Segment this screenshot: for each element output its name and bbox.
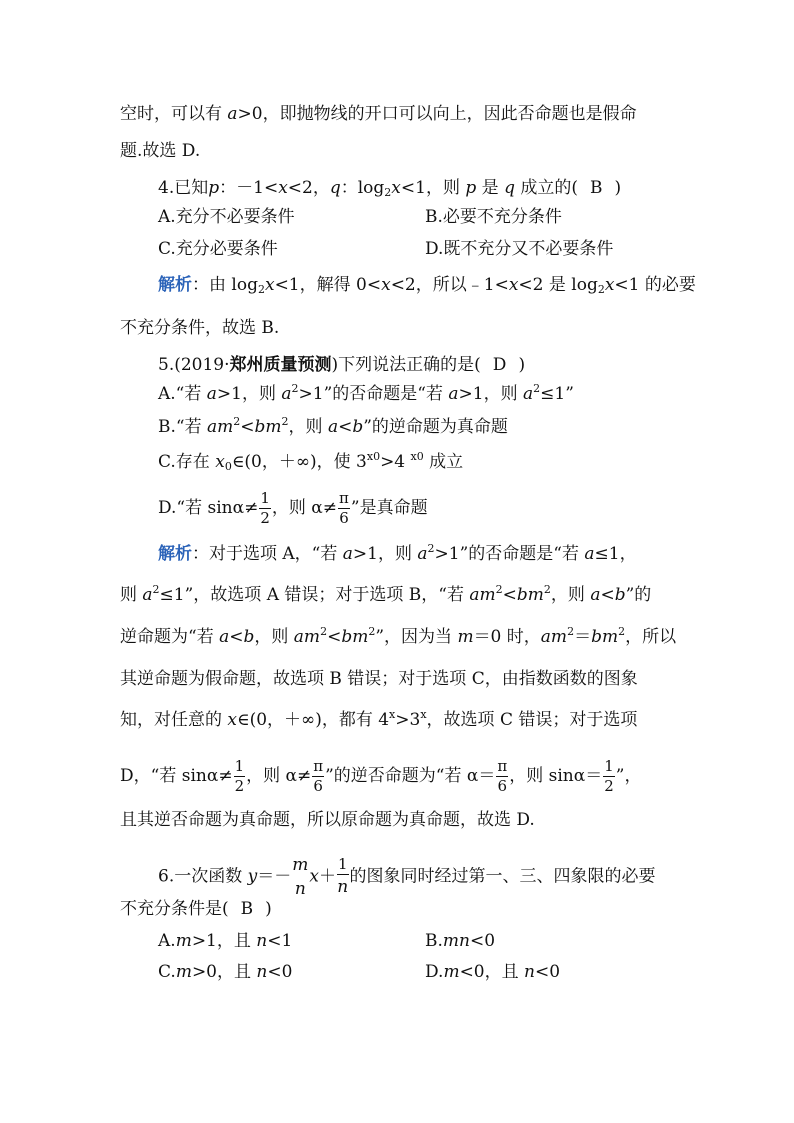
text-fragment: x <box>227 710 237 730</box>
text-fragment: ：－1< <box>219 178 279 198</box>
text-fragment: ”， <box>615 766 642 786</box>
text-fragment: n <box>256 931 268 951</box>
text-line <box>120 102 637 126</box>
text-fragment: 逆命题为“若 <box>120 627 220 647</box>
text-fragment: 2 <box>604 777 614 795</box>
text-fragment: >0，即抛物线的开口可以向上，因此否命题也是假命 <box>237 104 637 124</box>
solution-line: 其逆命题为假命题，故选项 B 错误；对于选项 C，由指数函数的图象 <box>120 669 638 689</box>
text-fragment: 2 <box>291 382 299 395</box>
text-fragment: ，则 α≠ <box>246 766 312 786</box>
text-fragment: ＋ <box>318 866 336 887</box>
text-line <box>120 139 200 163</box>
text-fragment: a <box>206 384 217 404</box>
text-fragment: <0 <box>534 962 561 982</box>
text-fragment: >4 <box>380 452 411 472</box>
text-fragment: 2 <box>233 415 241 428</box>
text-fragment: ＝0 时， <box>473 627 541 647</box>
text-fragment: a <box>417 544 428 564</box>
text-fragment: ) <box>265 899 272 919</box>
option-b: B.必要不充分条件 <box>425 207 562 227</box>
text-fragment: a <box>219 627 230 647</box>
text-fragment: am <box>540 627 568 647</box>
text-fragment: x <box>309 866 319 887</box>
text-fragment: 2 <box>368 625 376 638</box>
question-5-stem <box>158 353 525 377</box>
text-fragment: 2 <box>543 583 551 596</box>
text-fragment: m <box>457 627 474 647</box>
text-fragment: 2 <box>281 415 289 428</box>
text-fragment: A.“若 <box>158 384 207 404</box>
text-fragment: bm <box>254 417 282 437</box>
text-fragment: x <box>389 708 396 721</box>
text-fragment: <0 <box>267 962 293 982</box>
text-fragment: 的图象同时经过第一、三、四象限的必要 <box>349 866 656 887</box>
solution-line <box>158 542 637 566</box>
text-fragment: 空时，可以有 <box>120 104 228 124</box>
text-fragment: 2 <box>234 777 245 795</box>
text-fragment: <2， <box>287 178 330 198</box>
solution-tag: 解析 <box>158 544 192 564</box>
text-fragment: ，则 <box>254 627 294 647</box>
text-fragment: 2 <box>567 625 575 638</box>
question-6-stem <box>120 897 272 921</box>
solution-tag: 解析 <box>158 275 192 295</box>
text-fragment: 2 <box>384 186 392 199</box>
fraction <box>337 855 349 899</box>
solution-line <box>120 757 641 796</box>
text-fragment: x0 <box>410 450 424 463</box>
text-fragment: x <box>420 708 427 721</box>
text-fragment: 知，对任意的 <box>120 710 228 730</box>
text-fragment: a <box>584 544 595 564</box>
text-fragment: ：由 log <box>192 275 258 295</box>
fraction <box>234 757 246 796</box>
text-fragment: a <box>281 384 292 404</box>
fraction <box>312 757 324 796</box>
text-fragment: 2 <box>597 283 605 296</box>
text-fragment: C.存在 <box>158 452 216 472</box>
text-fragment: B.“若 <box>158 417 207 437</box>
text-fragment: < <box>502 585 517 605</box>
text-fragment: n <box>294 879 306 899</box>
text-fragment: <2，所以﹣1< <box>390 275 509 295</box>
solution-line: 不充分条件，故选 B. <box>120 318 280 338</box>
text-fragment: >1”的否命题是“若 <box>298 384 449 404</box>
text-fragment: π <box>497 757 508 775</box>
question-4-stem <box>158 176 621 200</box>
text-fragment: q <box>329 178 341 198</box>
text-fragment: q <box>504 178 515 198</box>
text-fragment: n <box>337 877 349 897</box>
text-fragment: )下列说法正确的是( <box>331 355 481 375</box>
text-fragment: >1，且 <box>191 931 257 951</box>
text-fragment: ) <box>518 355 526 375</box>
text-fragment: x <box>391 178 401 198</box>
text-fragment: <1 的必要 <box>614 275 696 295</box>
option-c <box>158 450 463 474</box>
fraction <box>496 757 508 796</box>
text-fragment: < <box>327 627 342 647</box>
text-fragment: >1”的否命题是“若 <box>434 544 585 564</box>
text-fragment: <0 <box>469 931 496 951</box>
text-fragment: D. <box>425 962 444 982</box>
text-fragment: >1，则 <box>458 384 523 404</box>
text-fragment: ，所以 <box>625 627 677 647</box>
text-fragment: ＝－ <box>257 866 292 887</box>
text-fragment: 2 <box>618 625 626 638</box>
text-fragment: D，“若 sinα≠ <box>120 766 233 786</box>
text-fragment: bm <box>516 585 544 605</box>
option-c <box>158 960 292 984</box>
text-fragment: ，则 α≠ <box>271 498 338 518</box>
text-fragment: ≤1， <box>594 544 637 564</box>
text-fragment: >1，则 <box>216 384 282 404</box>
option-a <box>158 382 574 406</box>
text-fragment: <0，且 <box>459 962 525 982</box>
text-fragment: <2 是 log <box>518 275 598 295</box>
solution-line: 且其逆否命题为真命题，所以原命题为真命题，故选 D. <box>120 810 535 830</box>
text-fragment: 是 <box>476 178 505 198</box>
text-fragment: 4.已知 <box>158 178 209 198</box>
text-fragment: x <box>215 452 225 472</box>
option-b <box>158 415 508 439</box>
text-fragment: n <box>524 962 535 982</box>
text-fragment: ∈(0，＋∞)，使 3 <box>231 452 367 472</box>
answer-mark: B <box>590 178 603 198</box>
text-fragment: 2 <box>152 583 160 596</box>
text-fragment: ≤1” <box>540 384 574 404</box>
text-fragment: am <box>469 585 496 605</box>
text-fragment: 2 <box>260 509 270 527</box>
text-fragment: 5.(2019· <box>158 355 230 375</box>
text-fragment: 1 <box>260 489 270 507</box>
question-6-stem <box>158 853 656 901</box>
option-d: D.既不充分又不必要条件 <box>425 239 614 259</box>
text-fragment: n <box>256 962 268 982</box>
text-fragment: 2 <box>257 283 265 296</box>
text-fragment: 2 <box>495 583 503 596</box>
text-fragment: 2 <box>320 625 328 638</box>
option-d <box>158 489 428 528</box>
fraction <box>259 489 271 528</box>
text-fragment: C. <box>158 962 176 982</box>
text-fragment: ，则 <box>288 417 328 437</box>
fraction <box>292 853 308 901</box>
text-fragment: π <box>313 757 324 775</box>
text-fragment: b <box>243 627 255 647</box>
text-fragment: a <box>590 585 601 605</box>
text-fragment: 6.一次函数 <box>158 866 248 887</box>
text-fragment: ”是真命题 <box>350 498 428 518</box>
text-fragment: A. <box>158 931 176 951</box>
text-fragment: ，故选项 C 错误；对于选项 <box>426 710 638 730</box>
fraction <box>603 757 615 796</box>
text-fragment: ∈(0，＋∞)，都有 4 <box>237 710 390 730</box>
text-fragment: x <box>508 275 519 295</box>
text-fragment: ”，因为当 <box>375 627 458 647</box>
text-fragment: π <box>339 489 349 507</box>
text-fragment: ”的 <box>625 585 652 605</box>
text-fragment: a <box>227 104 238 124</box>
text-fragment: x <box>278 178 288 198</box>
option-a: A.充分不必要条件 <box>158 207 295 227</box>
text-fragment: B. <box>425 931 443 951</box>
text-fragment: < <box>240 417 255 437</box>
text-fragment: am <box>293 627 321 647</box>
text-fragment: b <box>614 585 626 605</box>
text-fragment: bm <box>591 627 619 647</box>
solution-line <box>120 583 651 607</box>
text-fragment: b <box>352 417 364 437</box>
text-fragment: a <box>448 384 459 404</box>
text-fragment: 则 <box>120 585 143 605</box>
text-fragment: 0 <box>224 460 232 473</box>
solution-line <box>158 273 696 297</box>
solution-line <box>120 625 676 649</box>
text-fragment: 1 <box>337 855 348 873</box>
text-fragment: ＝ <box>574 627 592 647</box>
fraction <box>338 489 350 528</box>
option-a <box>158 929 292 953</box>
text-fragment: y <box>247 866 258 887</box>
option-c: C.充分必要条件 <box>158 239 278 259</box>
text-fragment: 2 <box>427 542 435 555</box>
text-fragment: am <box>207 417 234 437</box>
text-fragment: 1 <box>604 757 614 775</box>
solution-line <box>120 708 637 732</box>
text-fragment: ) <box>614 178 622 198</box>
text-fragment: m <box>292 855 309 875</box>
text-fragment: 成立的( <box>514 178 578 198</box>
text-fragment: >0，且 <box>191 962 257 982</box>
text-fragment: >3 <box>395 710 421 730</box>
text-fragment: <1，则 <box>400 178 466 198</box>
text-fragment: 6 <box>339 509 349 527</box>
text-fragment: < <box>338 417 353 437</box>
text-fragment: x <box>264 275 275 295</box>
text-fragment: <1，解得 0< <box>274 275 382 295</box>
text-fragment: ≤1”，故选项 A 错误；对于选项 B，“若 <box>159 585 470 605</box>
text-fragment: x0 <box>366 450 381 463</box>
text-fragment: 成立 <box>423 452 464 472</box>
text-fragment: 1 <box>234 757 245 775</box>
text-fragment: 题.故选 D. <box>120 141 201 161</box>
text-fragment: ”的逆否命题为“若 α＝ <box>325 766 496 786</box>
text-fragment: a <box>523 384 534 404</box>
text-fragment: x <box>604 275 615 295</box>
text-fragment: ，则 sinα＝ <box>509 766 603 786</box>
text-fragment: mn <box>442 931 470 951</box>
answer-mark: D <box>492 355 507 375</box>
text-fragment: bm <box>341 627 369 647</box>
text-fragment: >1，则 <box>352 544 418 564</box>
text-fragment: ：log <box>340 178 385 198</box>
text-fragment: 2 <box>533 382 541 395</box>
text-fragment: p <box>208 178 220 198</box>
text-fragment: < <box>229 627 244 647</box>
text-fragment: 6 <box>313 777 323 795</box>
text-fragment: a <box>342 544 353 564</box>
text-fragment: a <box>327 417 339 437</box>
text-fragment: 郑州质量预测 <box>229 355 332 375</box>
text-fragment: ，则 <box>550 585 591 605</box>
text-fragment: 不充分条件是( <box>120 899 229 919</box>
text-fragment: m <box>175 962 192 982</box>
text-fragment: m <box>175 931 192 951</box>
text-fragment: m <box>443 962 460 982</box>
text-fragment: x <box>381 275 391 295</box>
text-fragment: 6 <box>497 777 508 795</box>
text-fragment: ：对于选项 A，“若 <box>192 544 343 564</box>
text-fragment: ”的逆命题为真命题 <box>363 417 508 437</box>
option-d <box>425 960 560 984</box>
text-fragment: D.“若 sinα≠ <box>158 498 259 518</box>
text-fragment: p <box>465 178 477 198</box>
option-b <box>425 929 495 953</box>
text-fragment: < <box>600 585 615 605</box>
text-fragment: <1 <box>267 931 293 951</box>
text-fragment: a <box>142 585 153 605</box>
answer-mark: B <box>240 899 254 919</box>
